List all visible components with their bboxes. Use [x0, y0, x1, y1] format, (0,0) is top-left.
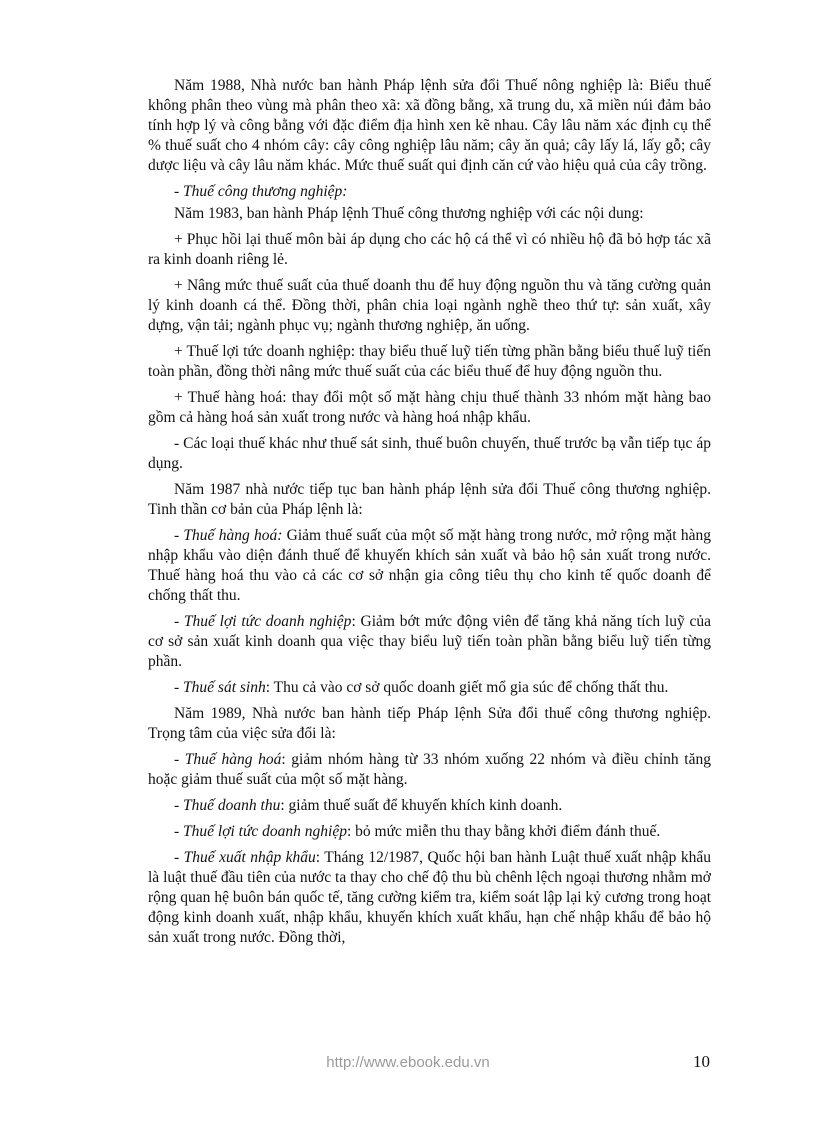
section-heading-cong-thuong-nghiep: - Thuế công thương nghiệp:	[174, 183, 348, 200]
paragraph-17: - Thuế xuất nhập khẩu: Tháng 12/1987, Quốc hội ban hành Luật thuế xuất nhập khẩu là luật thuế đầu tiên của nước ta thay cho chế độ thu bù chênh lệch ngoại thương nhằm mở rộng quan hệ buôn bán quốc tế, tăng cường kiểm tra, kiểm soát lập lại kỷ cương trong hoạt động kinh doanh xuất, nhập khẩu, khuyến khích xuất khẩu, hạn chế nhập khẩu để bảo hộ sản xuất trong nước. Đồng thời,	[148, 849, 711, 946]
paragraph-7: + Thuế hàng hoá: thay đổi một số mặt hàng chịu thuế thành 33 nhóm mặt hàng bao gồm cả hàng hoá sản xuất trong nước và hàng hoá nhập khẩu.	[148, 389, 711, 426]
paragraph-15: - Thuế doanh thu: giảm thuế suất để khuyến khích kinh doanh.	[174, 797, 563, 814]
paragraph-11: - Thuế lợi tức doanh nghiệp: Giảm bớt mức động viên để tăng khả năng tích luỹ của cơ sở sản xuất kinh doanh qua việc thay biểu luỹ tiến toàn phần bằng biểu luỹ tiến từng phần.	[148, 613, 711, 670]
paragraph-14: - Thuế hàng hoá: giảm nhóm hàng từ 33 nhóm xuống 22 nhóm và điều chỉnh tăng hoặc giảm thuế suất của một số mặt hàng.	[148, 751, 711, 788]
paragraph-12: - Thuế sát sinh: Thu cả vào cơ sở quốc doanh giết mổ gia súc để chống thất thu.	[174, 679, 669, 696]
page-number: 10	[693, 1052, 710, 1071]
document-body	[148, 76, 711, 954]
paragraph-9: Năm 1987 nhà nước tiếp tục ban hành pháp lệnh sửa đổi Thuế công thương nghiệp. Tinh thần cơ bản của Pháp lệnh là:	[148, 481, 711, 518]
paragraph-5: + Nâng mức thuế suất của thuế doanh thu để huy động nguồn thu và tăng cường quản lý kinh doanh cá thể. Đồng thời, phân chia loại ngành nghề theo thứ tự: sản xuất, xây dựng, vận tải; ngành phục vụ; ngành thương nghiệp, ăn uống.	[148, 277, 711, 334]
footer-url[interactable]: http://www.ebook.edu.vn	[326, 1054, 490, 1071]
paragraph-16: - Thuế lợi tức doanh nghiệp: bỏ mức miễn thu thay bằng khởi điểm đánh thuế.	[174, 823, 661, 840]
paragraph-1: Năm 1988, Nhà nước ban hành Pháp lệnh sửa đổi Thuế nông nghiệp là: Biểu thuế không phân theo vùng mà phân theo xã: xã đồng bằng, xã trung du, xã miền núi đảm bảo tính hợp lý và công bằng với đặc điểm địa hình xen kẽ nhau. Cây lâu năm xác định cụ thể % thuế suất cho 4 nhóm cây: cây công nghiệp lâu năm; cây ăn quả; cây lấy lá, lấy gỗ; cây dược liệu và cây lâu năm khác. Mức thuế suất qui định căn cứ vào hiệu quả của cây trồng.	[148, 77, 711, 174]
paragraph-10: - Thuế hàng hoá: Giảm thuế suất của một số mặt hàng trong nước, mở rộng mặt hàng nhập khẩu vào diện đánh thuế để khuyến khích sản xuất và bảo hộ sản xuất trong nước. Thuế hàng hoá thu vào cả các cơ sở nhận gia công tiêu thụ cho kinh tế quốc doanh để chống thất thu.	[148, 527, 711, 604]
paragraph-4: + Phục hồi lại thuế môn bài áp dụng cho các hộ cá thể vì có nhiều hộ đã bỏ hợp tác xã ra kinh doanh riêng lẻ.	[148, 231, 711, 268]
paragraph-8: - Các loại thuế khác như thuế sát sinh, thuế buôn chuyến, thuế trước bạ vẫn tiếp tục áp dụng.	[148, 435, 711, 472]
paragraph-13: Năm 1989, Nhà nước ban hành tiếp Pháp lệnh Sửa đổi thuế công thương nghiệp. Trọng tâm của việc sửa đổi là:	[148, 705, 711, 742]
paragraph-6: + Thuế lợi tức doanh nghiệp: thay biểu thuế luỹ tiến từng phần bằng biểu thuế luỹ tiến toàn phần, đồng thời nâng mức thuế suất của các biểu thuế để huy động nguồn thu.	[148, 343, 711, 380]
paragraph-3: Năm 1983, ban hành Pháp lệnh Thuế công thương nghiệp với các nội dung:	[174, 205, 644, 222]
